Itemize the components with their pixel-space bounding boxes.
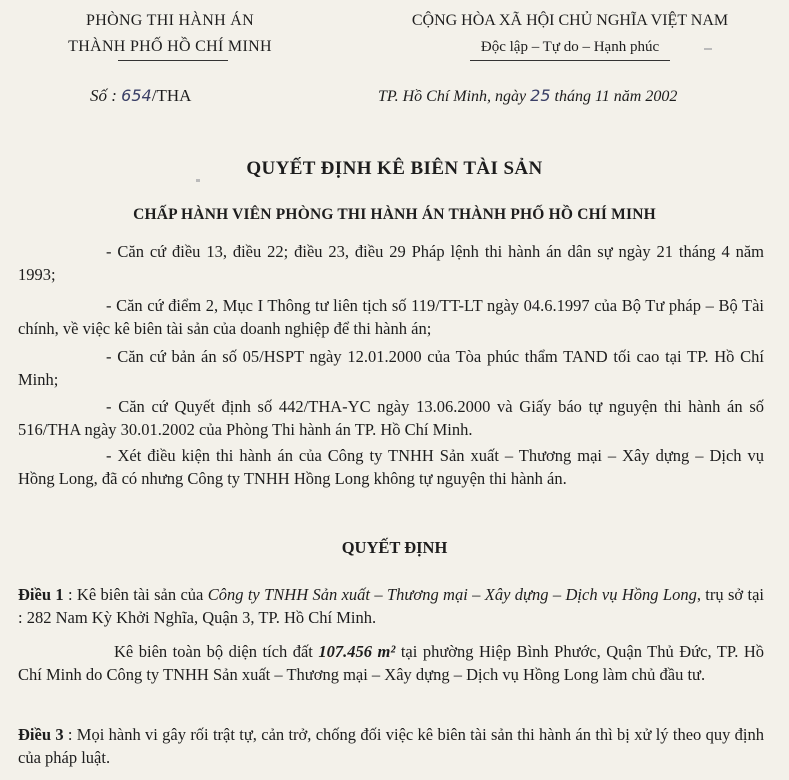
date-line bbox=[378, 86, 677, 106]
stray-ink-mark bbox=[704, 48, 712, 50]
article-1-company: Công ty TNHH Sản xuất – Thương mại – Xây dựng – Dịch vụ Hồng Long bbox=[207, 585, 697, 604]
article-1 bbox=[18, 583, 764, 629]
article-3-text: : Mọi hành vi gây rối trật tự, cản trở, chống đối việc kê biên tài sản thi hành án thì bị xử lý theo quy định của pháp luật. bbox=[18, 725, 765, 767]
document-title: QUYẾT ĐỊNH KÊ BIÊN TÀI SẢN bbox=[246, 158, 543, 179]
article-1-intro: : Kê biên tài sản của bbox=[63, 585, 208, 604]
reference-suffix: /THA bbox=[151, 86, 192, 105]
date-handwritten-day: 25 bbox=[530, 86, 551, 105]
ground-3: - Căn cứ bản án số 05/HSPT ngày 12.01.2000 của Tòa phúc thẩm TAND tối cao tại TP. Hồ Chí Minh; bbox=[18, 347, 764, 389]
motto-underline bbox=[470, 60, 670, 61]
article-1-area: 107.456 m² bbox=[318, 642, 396, 661]
date-month-year: tháng 11 năm 2002 bbox=[550, 88, 678, 105]
stray-dot bbox=[196, 179, 200, 182]
decision-heading: QUYẾT ĐỊNH bbox=[341, 538, 448, 557]
document-subtitle: CHẤP HÀNH VIÊN PHÒNG THI HÀNH ÁN THÀNH PHỐ HỒ CHÍ MINH bbox=[133, 206, 656, 223]
article-1-detail bbox=[18, 640, 764, 686]
agency-line-2: THÀNH PHỐ HỒ CHÍ MINH bbox=[68, 38, 272, 55]
ground-5: - Xét điều kiện thi hành án của Công ty TNHH Sản xuất – Thương mại – Xây dựng – Dịch vụ Hồng Long, đã có nhưng Công ty TNHH Hồng Long không tự nguyện thi hành án. bbox=[18, 446, 764, 488]
article-1-label: Điều 1 bbox=[18, 585, 64, 604]
agency-line-1: PHÒNG THI HÀNH ÁN bbox=[86, 12, 254, 29]
article-3 bbox=[18, 723, 764, 769]
national-motto: Độc lập – Tự do – Hạnh phúc bbox=[480, 39, 660, 55]
country-name: CỘNG HÒA XÃ HỘI CHỦ NGHĨA VIỆT NAM bbox=[411, 12, 729, 29]
agency-underline bbox=[118, 60, 228, 61]
national-header bbox=[370, 8, 770, 60]
article-1-detail-pre: Kê biên toàn bộ diện tích đất bbox=[114, 642, 319, 661]
ground-4: - Căn cứ Quyết định số 442/THA-YC ngày 13.06.2000 và Giấy báo tự nguyện thi hành án số 516/THA ngày 30.01.2002 của Phòng Thi hành án TP. Hồ Chí Minh. bbox=[18, 397, 764, 439]
ground-1: - Căn cứ điều 13, điều 22; điều 23, điều 29 Pháp lệnh thi hành án dân sự ngày 21 tháng 4 năm 1993; bbox=[18, 242, 764, 284]
article-1-detail-post: tại phường Hiệp Bình Phước, Quận Thủ Đức, TP. Hồ Chí Minh do Công ty TNHH Sản xuất – Thương mại – Xây dựng – Dịch vụ Hồng Long làm chủ đầu tư. bbox=[18, 642, 764, 684]
article-1-address: , trụ sở tại : 282 Nam Kỳ Khởi Nghĩa, Quận 3, TP. Hồ Chí Minh. bbox=[18, 585, 764, 627]
date-place: TP. Hồ Chí Minh, ngày bbox=[378, 88, 531, 105]
agency-header bbox=[20, 8, 320, 60]
ground-2: - Căn cứ điểm 2, Mục I Thông tư liên tịch số 119/TT-LT ngày 04.6.1997 của Bộ Tư pháp – Bộ Tài chính, về việc kê biên tài sản của doanh nghiệp để thi hành án; bbox=[18, 296, 764, 338]
reference-prefix: Số : bbox=[90, 86, 122, 105]
article-3-label: Điều 3 bbox=[18, 725, 64, 744]
reference-number bbox=[90, 86, 191, 106]
reference-handwritten-number: 654 bbox=[121, 86, 152, 105]
